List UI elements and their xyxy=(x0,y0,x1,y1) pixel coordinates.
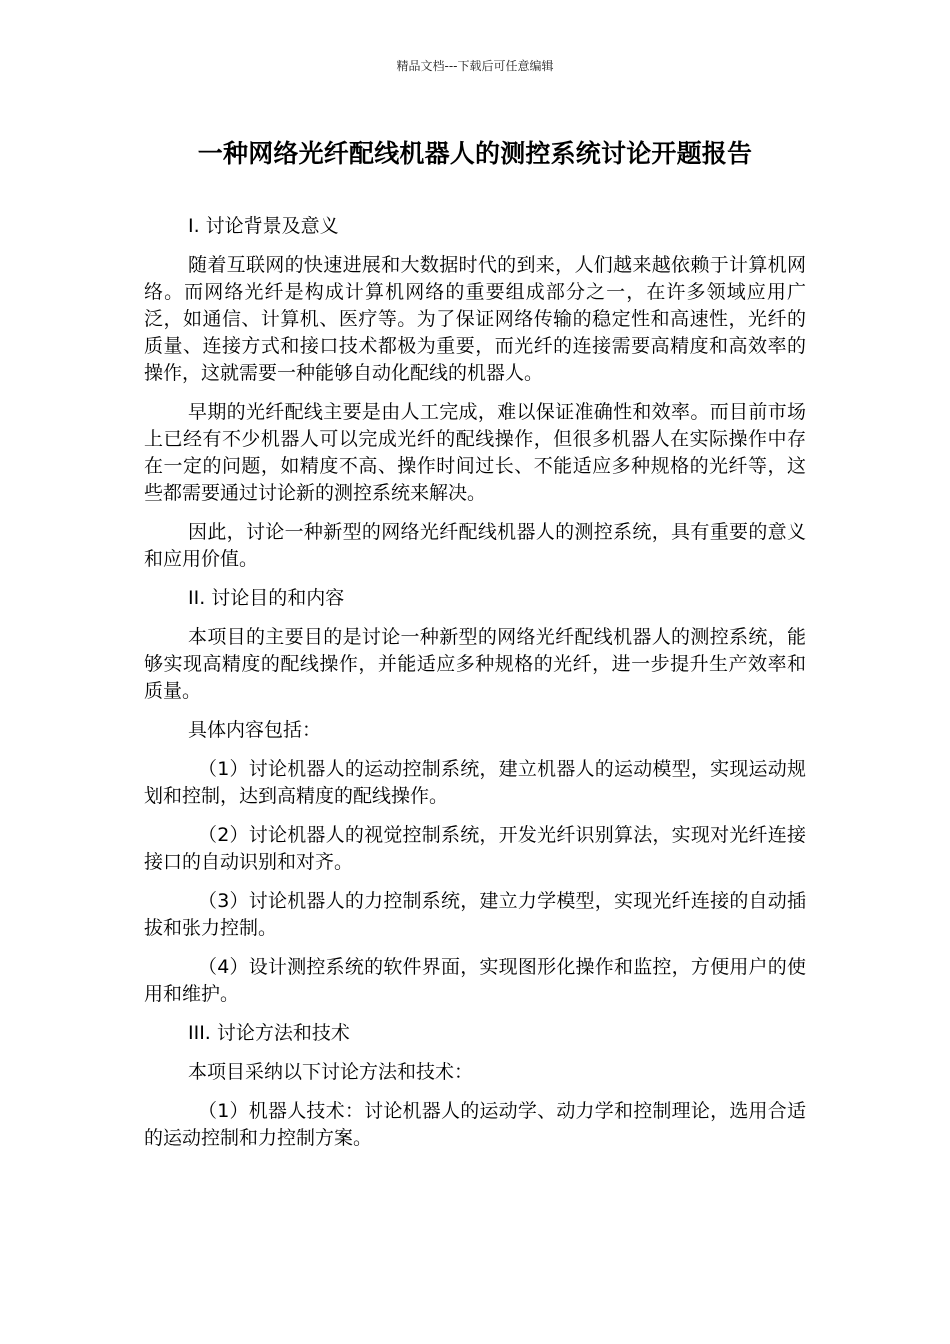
list-item-content-1: （1）讨论机器人的运动控制系统，建立机器人的运动模型，实现运动规划和控制，达到高精度的配线操作。 xyxy=(144,758,806,807)
paragraph-methods-intro: 本项目采纳以下讨论方法和技术： xyxy=(188,1061,474,1083)
paragraph-purpose: 本项目的主要目的是讨论一种新型的网络光纤配线机器人的测控系统，能够实现高精度的配线操作，并能适应多种规格的光纤，进一步提升生产效率和质量。 xyxy=(144,626,806,702)
paragraph-background-1: 随着互联网的快速进展和大数据时代的到来，人们越来越依赖于计算机网络。而网络光纤是构成计算机网络的重要组成部分之一，在许多领域应用广泛，如通信、计算机、医疗等。为了保证网络传输的稳定性和高速性，光纤的质量、连接方式和接口技术都极为重要，而光纤的连接需要高精度和高效率的操作，这就需要一种能够自动化配线的机器人。 xyxy=(144,254,806,384)
document-body xyxy=(144,213,806,1164)
list-item-content-3: （3）讨论机器人的力控制系统，建立力学模型，实现光纤连接的自动插拔和张力控制。 xyxy=(144,890,806,939)
paragraph-background-2: 早期的光纤配线主要是由人工完成，难以保证准确性和效率。而目前市场上已经有不少机器人可以完成光纤的配线操作，但很多机器人在实际操作中存在一定的问题，如精度不高、操作时间过长、不能适应多种规格的光纤等，这些都需要通过讨论新的测控系统来解决。 xyxy=(144,401,806,504)
list-item-content-4: （4）设计测控系统的软件界面，实现图形化操作和监控，方便用户的使用和维护。 xyxy=(144,956,806,1005)
document-title: 一种网络光纤配线机器人的测控系统讨论开题报告 xyxy=(197,139,753,168)
paragraph-content-intro: 具体内容包括： xyxy=(188,719,322,741)
section-heading-3: III. 讨论方法和技术 xyxy=(188,1022,350,1044)
page-header-note: 精品文档---下载后可任意编辑 xyxy=(396,59,554,73)
list-item-method-1: （1）机器人技术：讨论机器人的运动学、动力学和控制理论，选用合适的运动控制和力控制方案。 xyxy=(144,1100,806,1149)
section-heading-2: II. 讨论目的和内容 xyxy=(188,587,345,609)
paragraph-background-3: 因此，讨论一种新型的网络光纤配线机器人的测控系统，具有重要的意义和应用价值。 xyxy=(144,521,806,570)
section-heading-1: I. 讨论背景及意义 xyxy=(188,215,339,237)
list-item-content-2: （2）讨论机器人的视觉控制系统，开发光纤识别算法，实现对光纤连接接口的自动识别和对齐。 xyxy=(144,824,806,873)
